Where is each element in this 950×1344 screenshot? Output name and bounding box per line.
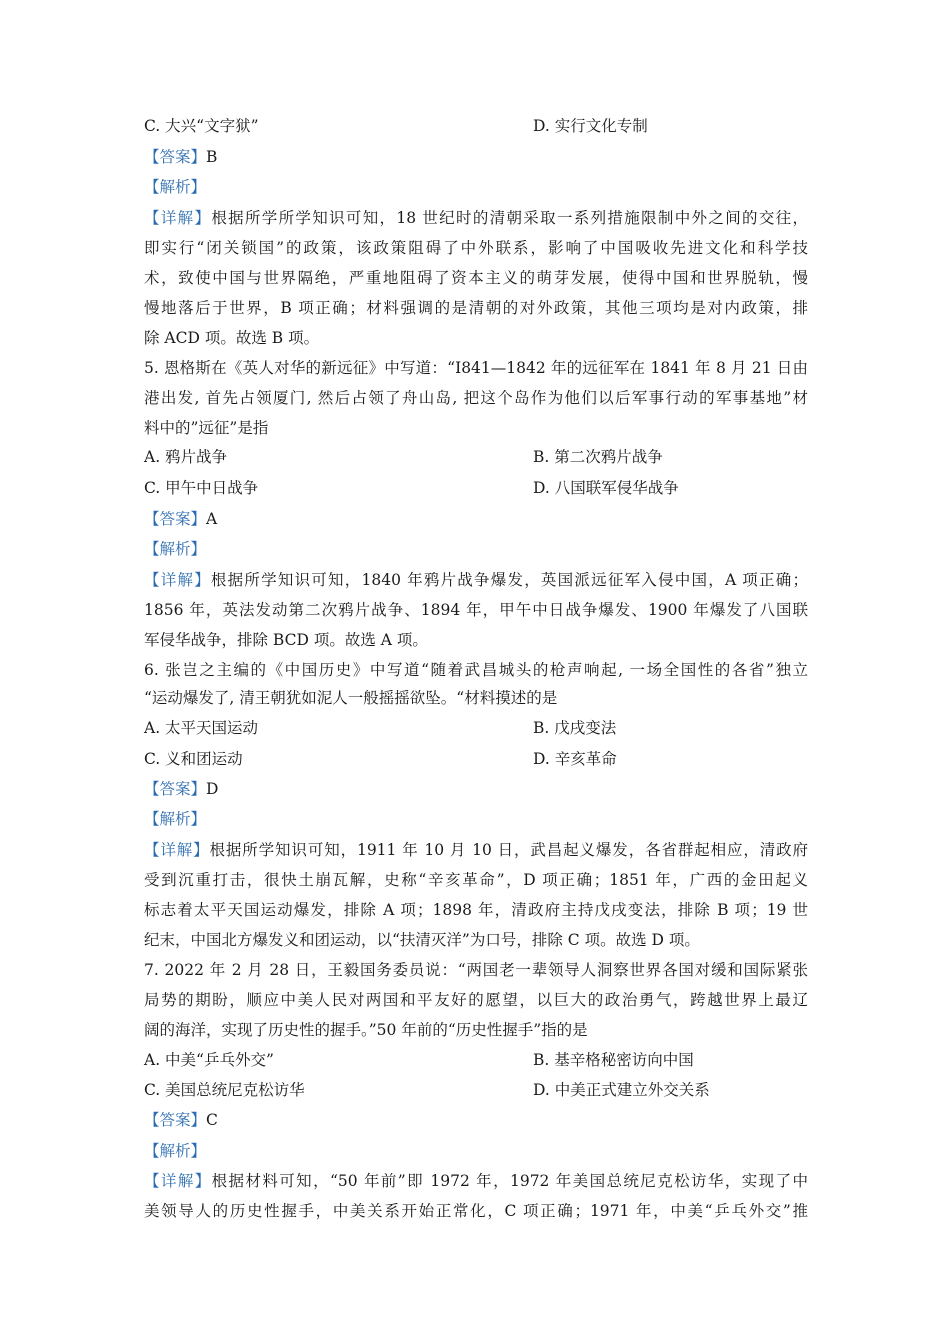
q7-detail-line [144, 1171, 808, 1191]
q5-option-d: D. 八国联军侵华战争 [533, 479, 679, 497]
q7-stem-line: 7. 2022 年 2 月 28 日，王毅国务委员说：“两国老一辈领导人洞察世界各国对缓和国际紧张 [144, 961, 808, 979]
q5-detail-line: 军侵华战争，排除 BCD 项。故选 A 项。 [144, 631, 428, 649]
q7-answer-line [144, 1110, 808, 1130]
q4-detail-line: 慢地落后于世界，B 项正确；材料强调的是清朝的对外政策，其他三项均是对内政策，排 [144, 299, 808, 317]
q4-detail-line [144, 208, 808, 228]
q5-answer-line [144, 509, 808, 529]
q6-option-b: B. 戊戌变法 [533, 719, 617, 737]
q6-stem-line: “运动爆发了, 清王朝犹如泥人一般摇摇欲坠。“材料摸述的是 [144, 689, 558, 707]
answer-value: B [206, 148, 218, 166]
q6-detail-line [144, 840, 808, 860]
analysis-tag: 【解析】 [144, 540, 207, 558]
q4-detail-line: 除 ACD 项。故选 B 项。 [144, 329, 320, 347]
q6-detail-line: 标志着太平天国运动爆发，排除 A 项；1898 年，清政府主持戊戌变法，排除 B 项；19 世 [144, 901, 808, 919]
q7-option-c: C. 美国总统尼克松访华 [144, 1081, 305, 1099]
q4-answer-line [144, 147, 808, 167]
q6-answer-line [144, 779, 808, 799]
answer-tag: 【答案】 [144, 780, 207, 798]
answer-tag: 【答案】 [144, 510, 207, 528]
q4-option-c: C. 大兴“文字狱” [144, 117, 259, 135]
q5-stem-line: 港出发, 首先占领厦门, 然后占领了舟山岛, 把这个岛作为他们以后军事行动的军事基地”材 [144, 389, 808, 407]
detail-tag: 【详解】 [144, 571, 211, 589]
q7-stem-line: 阔的海洋，实现了历史性的握手。”50 年前的“历史性握手”指的是 [144, 1021, 588, 1039]
q5-option-a: A. 鸦片战争 [144, 448, 228, 466]
q4-analysis-line [144, 177, 808, 197]
q7-detail-line: 美领导人的历史性握手，中美关系开始正常化，C 项正确；1971 年，中美“乒乓外交”推 [144, 1202, 808, 1220]
q5-detail-line: 1856 年，英法发动第二次鸦片战争、1894 年，甲午中日战争爆发、1900 年爆发了八国联 [144, 601, 808, 619]
q6-option-a: A. 太平天国运动 [144, 719, 259, 737]
detail-text: 根据所学知识可知，1911 年 10 月 10 日，武昌起义爆发，各省群起相应，清政府 [209, 841, 808, 859]
q5-analysis-line [144, 539, 808, 559]
q5-stem-line: 料中的”远征”是指 [144, 419, 269, 437]
q7-option-b: B. 基辛格秘密访向中国 [533, 1051, 694, 1069]
q7-stem-line: 局势的期盼，顺应中美人民对两国和平友好的愿望，以巨大的政治勇气，跨越世界上最辽 [144, 991, 808, 1009]
q4-detail-line: 即实行“闭关锁国”的政策，该政策阻碍了中外联系，影响了中国吸收先进文化和科学技 [144, 239, 808, 257]
detail-text: 根据所学所学知识可知，18 世纪时的清朝采取一系列措施限制中外之间的交往， [211, 209, 808, 227]
q7-option-d: D. 中美正式建立外交关系 [533, 1081, 710, 1099]
q6-detail-line: 纪末，中国北方爆发义和团运动，以“扶清灭洋”为口号，排除 C 项。故选 D 项。 [144, 931, 700, 949]
q6-option-c: C. 义和团运动 [144, 750, 243, 768]
q5-option-b: B. 第二次鸦片战争 [533, 448, 663, 466]
q5-option-c: C. 甲午中日战争 [144, 479, 259, 497]
q5-stem-line: 5. 恩格斯在《英人对华的新远征》中写道：“I841—1842 年的远征军在 1841 年 8 月 21 日由 [144, 359, 808, 377]
answer-value: C [206, 1111, 218, 1129]
detail-tag: 【详解】 [144, 1172, 212, 1190]
answer-value: D [206, 780, 219, 798]
analysis-tag: 【解析】 [144, 810, 207, 828]
q7-option-a: A. 中美“乒乓外交” [144, 1051, 274, 1069]
q6-stem-line: 6. 张岂之主编的《中国历史》中写道“随着武昌城头的枪声响起, 一场全国性的各省”独立 [144, 661, 808, 679]
q4-detail-line: 术，致使中国与世界隔绝，严重地阻碍了资本主义的萌芽发展，使得中国和世界脱轨，慢 [144, 269, 808, 287]
detail-tag: 【详解】 [144, 841, 210, 859]
answer-tag: 【答案】 [144, 148, 207, 166]
q6-option-d: D. 辛亥革命 [533, 750, 617, 768]
detail-text: 根据所学知识可知，1840 年鸦片战争爆发，英国派远征军入侵中国，A 项正确； [210, 571, 808, 589]
q4-option-d: D. 实行文化专制 [533, 117, 648, 135]
analysis-tag: 【解析】 [144, 1142, 207, 1160]
q7-analysis-line [144, 1141, 808, 1161]
answer-value: A [206, 510, 218, 528]
q5-detail-line [144, 570, 808, 590]
detail-text: 根据材料可知，“50 年前”即 1972 年，1972 年美国总统尼克松访华，实现了中 [211, 1172, 808, 1190]
detail-tag: 【详解】 [144, 209, 212, 227]
analysis-tag: 【解析】 [144, 178, 207, 196]
answer-tag: 【答案】 [144, 1111, 207, 1129]
q6-analysis-line [144, 809, 808, 829]
q6-detail-line: 受到沉重打击，很快土崩瓦解，史称“辛亥革命”，D 项正确；1851 年，广西的金田起义 [144, 871, 808, 889]
